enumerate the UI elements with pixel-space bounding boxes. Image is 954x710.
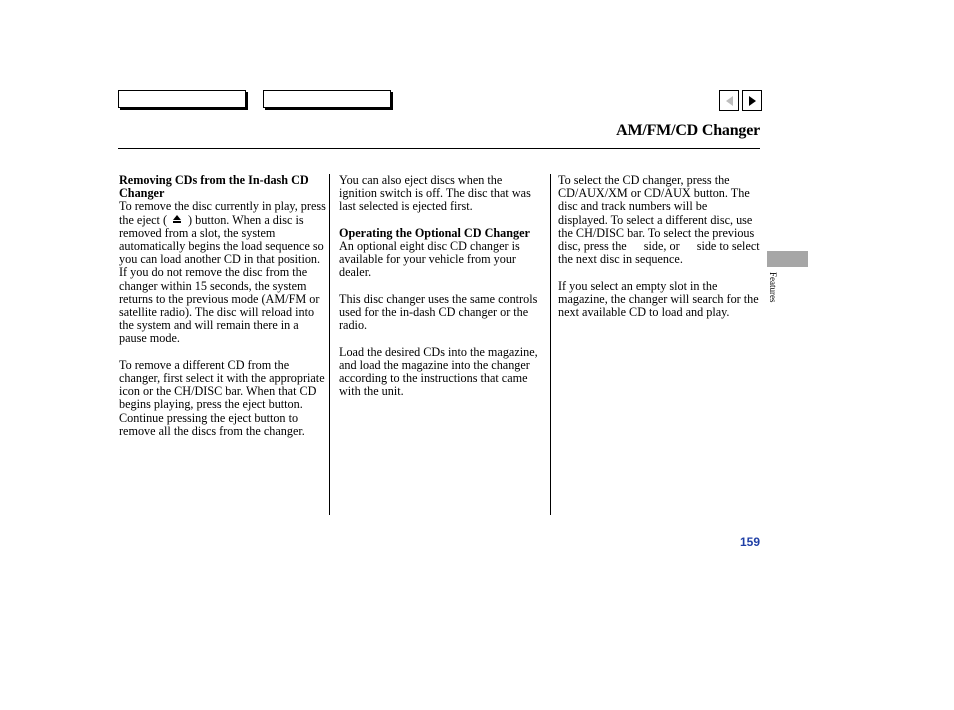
paragraph-text: ) button. When a disc is removed from a slot, the system automatically begins the load sequence so you can load another CD in that position. If you do not remove the disc from the changer within 15 seconds, the system returns to the previous mode (AM/FM or satellite radio). The disc will reload into the system and will remain there in a pause mode. [119,212,324,346]
section-tab-marker [767,251,808,267]
previous-page-button[interactable] [719,90,739,111]
paragraph-text: side, or [643,239,680,254]
nav-button-index[interactable] [263,90,391,108]
paragraph: Load the desired CDs into the magazine, and load the magazine into the changer according to the instructions that came with the unit. [339,344,538,399]
section-heading-removing-cds: Removing CDs from the In-dash CD Changer [119,173,309,201]
paragraph [558,174,760,266]
section-heading-optional-changer: Operating the Optional CD Changer [339,225,530,240]
page-title: AM/FM/CD Changer [616,122,760,139]
column-divider [329,174,330,515]
paragraph-text: To select the CD changer, press the CD/AUX/XM or CD/AUX button. The disc and track numbers will be displayed. To select a different disc, use the CH/DISC bar. To select the previous disc, press the [558,173,755,254]
column-divider [550,174,551,515]
paragraph: If you select an empty slot in the magazine, the changer will search for the next available CD to load and play. [558,278,759,320]
paragraph: An optional eight disc CD changer is available for your vehicle from your dealer. [339,239,520,280]
triangle-left-icon [726,96,733,106]
column-2 [339,174,543,412]
eject-icon [173,215,182,224]
column-1 [119,174,327,451]
triangle-right-icon [749,96,756,106]
paragraph-text: To remove the disc currently in play, press the eject ( [119,199,326,227]
column-3 [558,174,760,332]
page-number: 159 [739,535,760,549]
next-page-button[interactable] [742,90,762,111]
paragraph-text: side to select the next disc in sequence. [558,239,760,267]
nav-button-contents[interactable] [118,90,246,108]
paragraph [119,200,327,345]
paragraph: This disc changer uses the same controls used for the in-dash CD changer or the radio. [339,291,538,333]
paragraph: To remove a different CD from the changer, first select it with the appropriate icon or the CH/DISC bar. When that CD begins playing, press the eject button. Continue pressing the eject button to remove all the discs from the changer. [119,357,325,438]
title-divider [118,148,760,149]
paragraph: You can also eject discs when the ignition switch is off. The disc that was last selected is ejected first. [339,173,531,214]
section-label: Features [768,272,778,303]
